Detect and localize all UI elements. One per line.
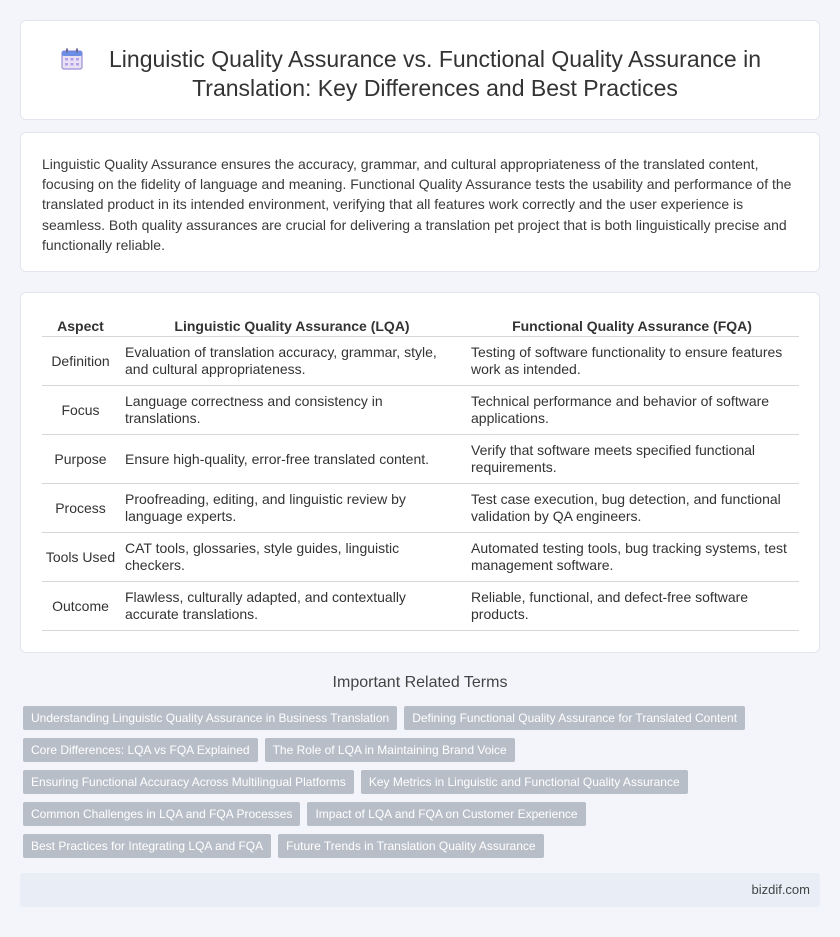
related-terms	[23, 706, 803, 866]
row-lqa: CAT tools, glossaries, style guides, linguistic checkers.	[119, 533, 465, 582]
row-fqa: Test case execution, bug detection, and functional validation by QA engineers.	[465, 484, 799, 533]
row-fqa: Technical performance and behavior of software applications.	[465, 386, 799, 435]
intro-text: Linguistic Quality Assurance ensures the accuracy, grammar, and cultural appropriateness of the translated content, focusing on the fidelity of language and meaning. Functional Quality Assurance tests the usability and performance of the translated product in its intended environment, verifying that all features work correctly and the user experience is seamless. Both quality assurances are crucial for delivering a translation pet project that is both linguistically precise and functionally reliable.	[42, 156, 792, 253]
title-card	[20, 20, 820, 120]
related-term-tag[interactable]: Key Metrics in Linguistic and Functional Quality Assurance	[361, 770, 688, 794]
row-fqa: Verify that software meets specified functional requirements.	[465, 435, 799, 484]
row-fqa: Testing of software functionality to ensure features work as intended.	[465, 337, 799, 386]
row-lqa: Language correctness and consistency in translations.	[119, 386, 465, 435]
related-term-tag[interactable]: Defining Functional Quality Assurance for Translated Content	[404, 706, 745, 730]
table-row	[42, 533, 799, 582]
table-row	[42, 386, 799, 435]
table-row	[42, 337, 799, 386]
page-title: Linguistic Quality Assurance vs. Functional Quality Assurance in Translation: Key Differences and Best Practices	[109, 46, 761, 101]
related-term-tag[interactable]: The Role of LQA in Maintaining Brand Voice	[265, 738, 515, 762]
related-term-tag[interactable]: Impact of LQA and FQA on Customer Experience	[307, 802, 585, 826]
tag-row	[23, 770, 803, 794]
comparison-card	[20, 292, 820, 653]
tag-row	[23, 738, 803, 762]
header-fqa: Functional Quality Assurance (FQA)	[465, 315, 799, 337]
row-lqa: Proofreading, editing, and linguistic review by language experts.	[119, 484, 465, 533]
row-fqa: Reliable, functional, and defect-free software products.	[465, 582, 799, 631]
table-row	[42, 582, 799, 631]
row-aspect: Outcome	[42, 582, 119, 631]
header-lqa: Linguistic Quality Assurance (LQA)	[119, 315, 465, 337]
table-header-row	[42, 315, 799, 337]
related-term-tag[interactable]: Common Challenges in LQA and FQA Processes	[23, 802, 300, 826]
related-term-tag[interactable]: Best Practices for Integrating LQA and FQA	[23, 834, 271, 858]
footer	[20, 873, 820, 907]
row-fqa: Automated testing tools, bug tracking systems, test management software.	[465, 533, 799, 582]
tag-row	[23, 802, 803, 826]
header-aspect: Aspect	[42, 315, 119, 337]
row-aspect: Tools Used	[42, 533, 119, 582]
row-lqa: Flawless, culturally adapted, and contextually accurate translations.	[119, 582, 465, 631]
table-row	[42, 484, 799, 533]
row-lqa: Evaluation of translation accuracy, grammar, style, and cultural appropriateness.	[119, 337, 465, 386]
related-term-tag[interactable]: Core Differences: LQA vs FQA Explained	[23, 738, 258, 762]
related-term-tag[interactable]: Ensuring Functional Accuracy Across Multilingual Platforms	[23, 770, 354, 794]
row-aspect: Purpose	[42, 435, 119, 484]
comparison-table	[42, 315, 799, 631]
tag-row	[23, 706, 803, 730]
row-aspect: Process	[42, 484, 119, 533]
intro-card	[20, 132, 820, 272]
row-aspect: Focus	[42, 386, 119, 435]
tag-row	[23, 834, 803, 858]
related-terms-title: Important Related Terms	[332, 674, 508, 691]
related-term-tag[interactable]: Future Trends in Translation Quality Assurance	[278, 834, 543, 858]
table-row	[42, 435, 799, 484]
related-term-tag[interactable]: Understanding Linguistic Quality Assurance in Business Translation	[23, 706, 397, 730]
footer-site-link[interactable]: bizdif.com	[751, 882, 810, 897]
row-aspect: Definition	[42, 337, 119, 386]
row-lqa: Ensure high-quality, error-free translated content.	[119, 435, 465, 484]
